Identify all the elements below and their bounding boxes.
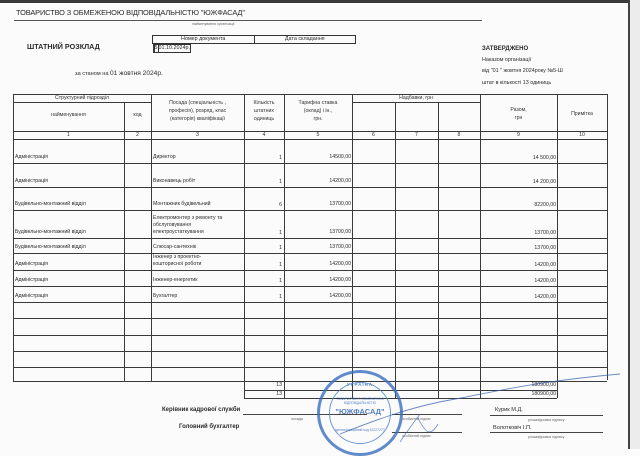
accountant-name: Волотковіч І.П. (493, 425, 532, 431)
row-total: 14200,00 (534, 262, 556, 268)
header-position: (категорія) кваліфікації (169, 116, 226, 122)
row-divider (13, 286, 607, 287)
header-unit-group: Структурний підрозділ (55, 95, 109, 101)
row-position: Електромонтер з ремонту та (153, 215, 223, 221)
doc-info-table (152, 35, 356, 51)
window-right-edge (628, 0, 640, 449)
row-total: 14200,00 (534, 278, 556, 284)
row-count: 1 (279, 230, 282, 236)
approval-line-2: від "01 " жовтня 2024року №5-Ш (482, 68, 563, 74)
row-rate: 14200,00 (329, 178, 351, 184)
row-count: 1 (279, 155, 282, 161)
row-unit: Будівельно-монтажний відділ (15, 244, 86, 250)
header-rate: грн. (313, 116, 323, 122)
doc-date-label: Дата складання (254, 36, 356, 44)
row-rate: 14200,00 (329, 277, 351, 283)
row-rate: 14500,00 (329, 154, 351, 160)
company-caption: найменування організації (192, 22, 235, 26)
header-count: одиниць (253, 116, 275, 122)
row-position: Інженер-енергетик (153, 277, 198, 283)
row-rate: 14200,00 (329, 261, 351, 267)
hr-decoded-caption: розшифровка підпису (528, 418, 565, 422)
stamp-top-text: УКРАЇНА (346, 382, 374, 387)
header-unit-name: найменування (51, 112, 86, 118)
row-unit: Адміністрація (15, 293, 48, 299)
column-number: 3 (196, 132, 199, 138)
column-numbers-line (13, 139, 607, 140)
table-right-border (607, 94, 608, 380)
hr-head-name: Курик М.Д. (495, 407, 523, 413)
header-unit-code: код (133, 112, 142, 118)
hr-personal-signature-caption: особистий підпис (402, 417, 431, 421)
header-rate: Тарифна ставка (298, 100, 338, 106)
row-rate: 14200,00 (329, 293, 351, 299)
row-count: 1 (279, 262, 282, 268)
row-count: 1 (279, 278, 282, 284)
row-rate: 13700,00 (329, 201, 351, 207)
row-divider (13, 270, 607, 271)
row-total: 14 200,00 (532, 179, 556, 185)
row-rate: 13700,00 (329, 229, 351, 235)
row-count: 1 (279, 294, 282, 300)
column-number: 6 (372, 132, 375, 138)
row-position: Монтажник будівельний (153, 201, 211, 207)
header-position: Посада (спеціальність , (169, 100, 226, 106)
row-count: 6 (279, 202, 282, 208)
header-total: грн (514, 115, 523, 121)
approval-line-1: Наказом організації (482, 57, 532, 63)
row-count: 1 (279, 245, 282, 251)
row-unit: Будівельно-монтажний відділ (15, 201, 86, 207)
row-divider (13, 238, 607, 239)
doc-number-label: Номер документа (153, 36, 255, 44)
row-unit: Адміністрація (15, 277, 48, 283)
row-position: Інженер з проектно- (153, 254, 202, 260)
row-divider (13, 302, 607, 303)
accountant-decoded-caption: розшифровка підпису (528, 435, 565, 439)
row-divider (13, 318, 607, 319)
header-position: професія), розряд, клас (168, 108, 227, 114)
row-position: Виконавець робіт (153, 178, 196, 184)
doc-date: 01.10.2024р. (158, 45, 190, 51)
approval-line-3: штат в кількості 13 одиниць (482, 80, 552, 86)
stamp-company-name: "ЮЖФАСАД" (335, 407, 385, 416)
column-number: 7 (415, 132, 418, 138)
row-position: Бухгалтер (153, 293, 178, 299)
column-number: 9 (517, 132, 520, 138)
company-underline (14, 20, 482, 21)
row-total: 13700,00 (534, 245, 556, 251)
row-divider (13, 210, 607, 211)
approval-title: ЗАТВЕРДЖЕНО (482, 46, 529, 52)
row-unit: Адміністрація (15, 154, 48, 160)
row-count: 1 (279, 179, 282, 185)
row-divider (13, 253, 607, 254)
totals-count: 13 (276, 382, 282, 388)
window-top-border (0, 0, 640, 3)
handwritten-signature (330, 362, 620, 452)
column-number: 5 (316, 132, 320, 138)
row-total: 82200,00 (534, 202, 556, 208)
row-position: електроустаткування (153, 229, 204, 235)
totals-sum: 180900,00 (531, 382, 556, 388)
hr-head-label: Керівник кадрової служби (162, 407, 241, 413)
stamp-sub-text: ТОВАРИСТВО З ОБМЕЖЕНОЮ ВІДПОВІДАЛЬНІСТЮ (336, 397, 384, 405)
row-position: кошторисної роботи (153, 261, 202, 267)
as-of-prefix: за станом на (75, 71, 109, 77)
row-total: 13700,00 (534, 230, 556, 236)
header-total: Разом, (510, 107, 527, 113)
totals-count: 13 (276, 391, 282, 397)
row-total: 14200,00 (534, 294, 556, 300)
as-of-line (75, 70, 163, 77)
row-rate: 13700,00 (329, 244, 351, 250)
header-bonuses: Надбавки, грн (399, 95, 433, 101)
company-name: ТОВАРИСТВО З ОБМЕЖЕНОЮ ВІДПОВІДАЛЬНІСТЮ "ЮЖФАСАД" (16, 8, 245, 17)
as-of-date: 01 жовтня 2024р. (110, 70, 163, 77)
row-divider (13, 335, 607, 336)
header-note: Примітка (571, 111, 593, 117)
header-rate: (оклад) і ін., (303, 108, 333, 114)
row-unit: Адміністрація (15, 261, 48, 267)
header-subline-bonus (352, 102, 480, 103)
row-position: обслуговування (153, 222, 192, 228)
column-number: 1 (67, 132, 70, 138)
row-unit: Будівельно-монтажний відділ (15, 229, 86, 235)
row-unit: Адміністрація (15, 178, 48, 184)
row-divider (13, 163, 607, 164)
column-divider (395, 102, 396, 398)
row-divider (13, 187, 607, 188)
header-count: Кількість (253, 100, 275, 106)
column-number: 8 (457, 132, 461, 138)
column-divider (124, 102, 125, 381)
row-position: Директор (153, 154, 176, 160)
header-subline-unit (13, 102, 151, 103)
row-divider (13, 351, 607, 352)
totals-sum: 180900,00 (531, 391, 556, 397)
doc-number: 5 (154, 45, 158, 51)
row-position: Слюсар-сантехнік (153, 244, 197, 250)
column-divider (352, 94, 353, 398)
column-number: 10 (579, 132, 585, 138)
header-count: штатних (254, 108, 274, 114)
accountant-personal-signature-caption: особистий підпис (402, 434, 431, 438)
column-number: 4 (262, 132, 266, 138)
accountant-label: Головний бухгалтер (179, 424, 240, 430)
column-divider (557, 94, 558, 398)
doc-title: ШТАТНИЙ РОЗКЛАД (27, 42, 100, 51)
column-number: 2 (136, 132, 139, 138)
stamp-code: ідентифікаційний код 42227277 (335, 428, 385, 432)
column-divider (438, 102, 439, 398)
row-total: 14 500,00 (532, 155, 556, 161)
position-caption: посада (291, 417, 303, 421)
